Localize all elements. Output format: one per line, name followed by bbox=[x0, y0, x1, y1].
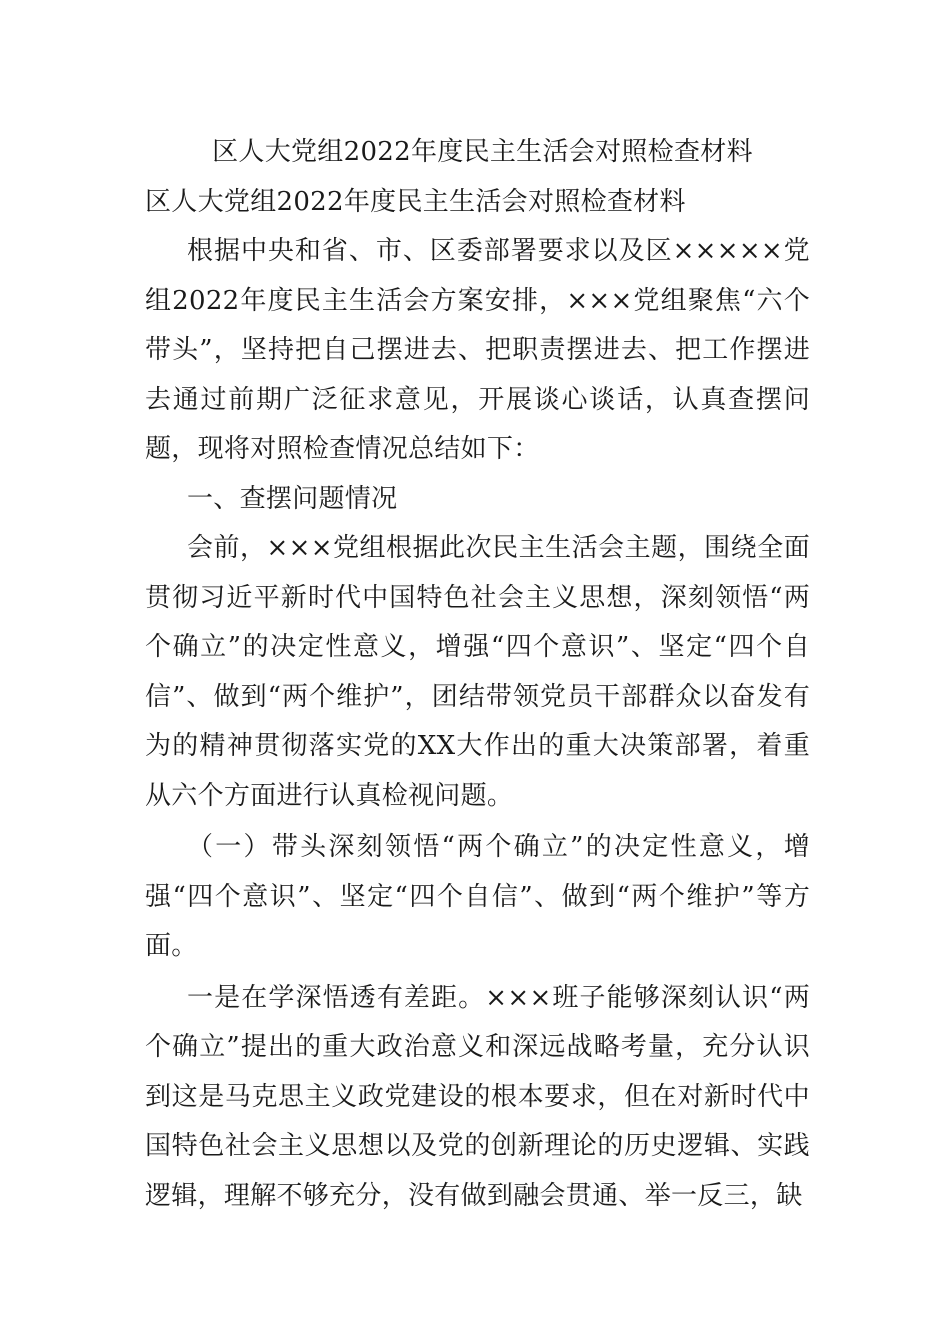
section-heading-1: 一、查摆问题情况 bbox=[187, 483, 398, 514]
paragraph-meeting: 会前，×××党组根据此次民主生活会主题，围绕全面贯彻习近平新时代中国特色社会主义思想，深刻领悟“两个确立”的决定性意义，增强“四个意识”、坚定“四个自信”、做到“两个维护”，团结带领党员干部群众以奋发有为的精神贯彻落实党的XX大作出的重大决策部署，着重从六个方面进行认真检视问题。 bbox=[145, 533, 810, 811]
subsection-heading-1: （一）带头深刻领悟“两个确立”的决定性意义，增强“四个意识”、坚定“四个自信”、做到“两个维护”等方面。 bbox=[145, 832, 810, 961]
document-title: 区人大党组2022年度民主生活会对照检查材料 bbox=[212, 137, 753, 167]
paragraph-point-1: 一是在学深悟透有差距。×××班子能够深刻认识“两个确立”提出的重大政治意义和深远战略考量，充分认识到这是马克思主义政党建设的根本要求，但在对新时代中国特色社会主义思想以及党的创新理论的历史逻辑、实践逻辑，理解不够充分，没有做到融会贯通、举一反三，缺 bbox=[145, 982, 810, 1211]
document-subtitle: 区人大党组2022年度民主生活会对照检查材料 bbox=[145, 186, 686, 217]
document-body bbox=[145, 128, 810, 1221]
paragraph-intro: 根据中央和省、市、区委部署要求以及区×××××党组2022年度民主生活会方案安排，×××党组聚焦“六个带头”，坚持把自己摆进去、把职责摆进去、把工作摆进去通过前期广泛征求意见，开展谈心谈话，认真查摆问题，现将对照检查情况总结如下： bbox=[145, 236, 810, 464]
